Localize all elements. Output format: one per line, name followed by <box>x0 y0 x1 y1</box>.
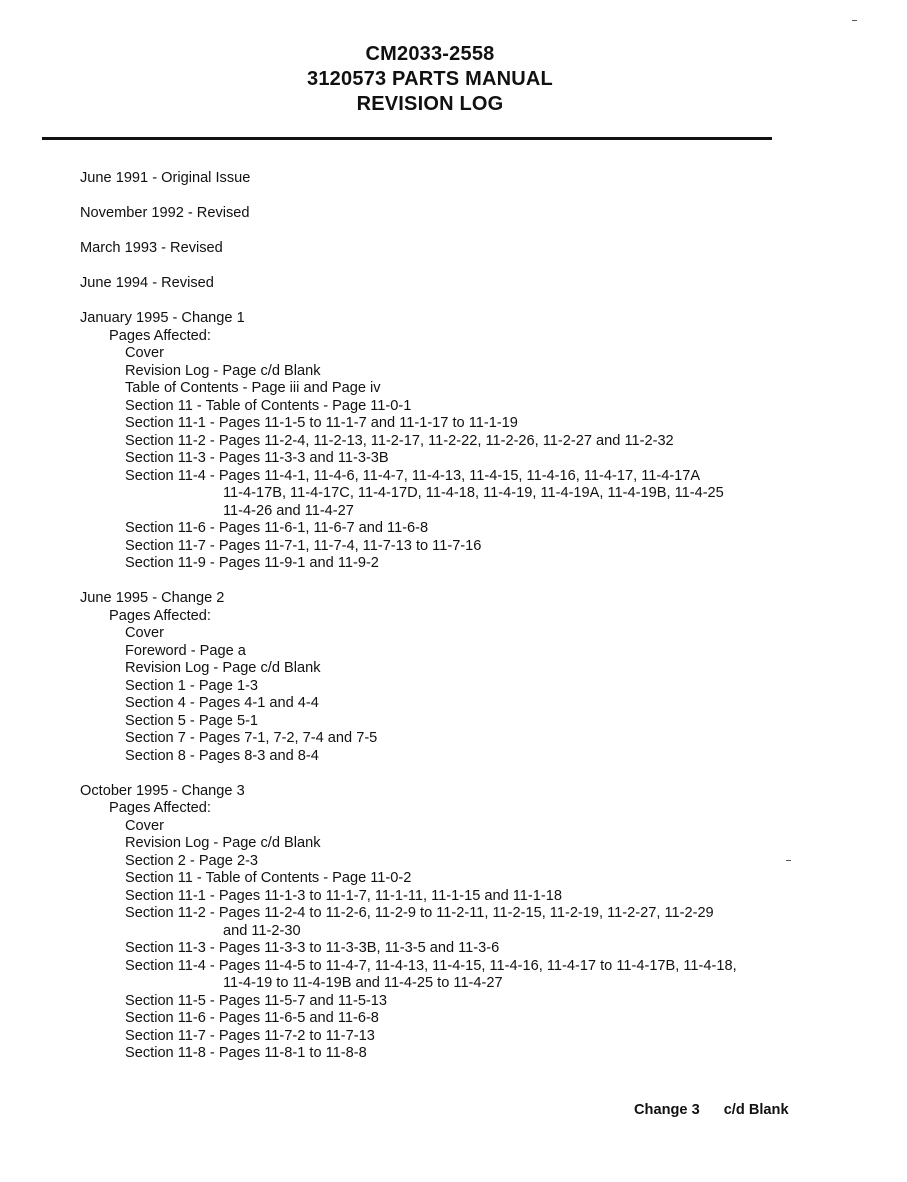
revision-entry <box>80 240 880 275</box>
affected-page-item: Revision Log - Page c/d Blank <box>125 835 321 851</box>
affected-page-item: Section 5 - Page 5-1 <box>125 712 259 729</box>
scan-mark <box>852 20 857 21</box>
revision-log-title: REVISION LOG <box>356 93 504 115</box>
revision-entry-title: June 1994 - Revised <box>80 275 214 291</box>
affected-page-item: Section 11-7 - Pages 11-7-1, 11-7-4, 11-7-13 to 11-7-16 <box>125 537 482 554</box>
affected-page-item: Foreword - Page a <box>125 642 246 659</box>
affected-page-item: Section 11-1 - Pages 11-1-5 to 11-1-7 and 11-1-17 to 11-1-19 <box>125 415 518 431</box>
footer-change: Change 3 <box>634 1102 700 1118</box>
affected-page-item: Section 11-4 - Pages 11-4-1, 11-4-6, 11-4-7, 11-4-13, 11-4-15, 11-4-16, 11-4-17, 11-4-17A <box>125 467 701 484</box>
affected-page-item: Section 11 - Table of Contents - Page 11-0-1 <box>125 397 412 414</box>
revision-entry <box>80 310 880 590</box>
affected-page-item: Section 11-1 - Pages 11-1-3 to 11-1-7, 11-1-11, 11-1-15 and 11-1-18 <box>125 887 562 904</box>
footer-page: c/d Blank <box>723 1102 789 1118</box>
affected-page-item: Revision Log - Page c/d Blank <box>125 362 321 379</box>
affected-page-item-continued: 11-4-26 and 11-4-27 <box>223 502 354 519</box>
revision-entry-title: June 1991 - Original Issue <box>80 170 251 186</box>
revision-entry-title: November 1992 - Revised <box>80 205 250 221</box>
affected-page-item: Section 11-9 - Pages 11-9-1 and 11-9-2 <box>125 555 379 571</box>
revision-entry-title: March 1993 - Revised <box>80 240 223 256</box>
affected-page-item: Section 7 - Pages 7-1, 7-2, 7-4 and 7-5 <box>125 730 378 746</box>
affected-page-item: Cover <box>125 817 164 834</box>
revision-entry-title: October 1995 - Change 3 <box>80 782 245 799</box>
revision-entry <box>80 205 880 240</box>
affected-page-item: Section 11 - Table of Contents - Page 11-0-2 <box>125 870 412 886</box>
header-divider <box>42 137 772 140</box>
affected-page-item: Section 11-2 - Pages 11-2-4 to 11-2-6, 11-2-9 to 11-2-11, 11-2-15, 11-2-19, 11-2-27, 11-2-29 <box>125 905 714 921</box>
affected-page-item: Cover <box>125 625 164 641</box>
affected-page-item: Section 11-4 - Pages 11-4-5 to 11-4-7, 11-4-13, 11-4-15, 11-4-16, 11-4-17 to 11-4-17B, 11-4-18, <box>125 957 737 974</box>
affected-page-item: Section 11-3 - Pages 11-3-3 to 11-3-3B, 11-3-5 and 11-3-6 <box>125 940 500 956</box>
affected-page-item: Section 11-6 - Pages 11-6-1, 11-6-7 and 11-6-8 <box>125 520 429 536</box>
revision-entry-title: June 1995 - Change 2 <box>80 590 225 606</box>
affected-page-item: Section 11-7 - Pages 11-7-2 to 11-7-13 <box>125 1027 375 1044</box>
affected-page-item: Section 11-2 - Pages 11-2-4, 11-2-13, 11-2-17, 11-2-22, 11-2-26, 11-2-27 and 11-2-32 <box>125 432 674 449</box>
document-number: CM2033-2558 <box>365 43 495 65</box>
pages-affected-label: Pages Affected: <box>109 607 211 624</box>
affected-page-item: Table of Contents - Page iii and Page iv <box>125 380 381 396</box>
affected-page-item: Cover <box>125 345 164 361</box>
revision-entry <box>80 275 880 310</box>
revision-entry <box>80 783 880 1081</box>
manual-title: 3120573 PARTS MANUAL <box>307 68 553 90</box>
pages-affected-label: Pages Affected: <box>109 327 211 344</box>
affected-page-item-continued: and 11-2-30 <box>223 922 301 939</box>
affected-page-item-continued: 11-4-19 to 11-4-19B and 11-4-25 to 11-4-27 <box>223 975 503 991</box>
affected-page-item: Section 11-8 - Pages 11-8-1 to 11-8-8 <box>125 1045 367 1061</box>
affected-page-item: Section 4 - Pages 4-1 and 4-4 <box>125 695 319 711</box>
affected-page-item: Section 11-5 - Pages 11-5-7 and 11-5-13 <box>125 992 388 1009</box>
document-header <box>0 42 860 117</box>
affected-page-item-continued: 11-4-17B, 11-4-17C, 11-4-17D, 11-4-18, 11-4-19, 11-4-19A, 11-4-19B, 11-4-25 <box>223 485 724 501</box>
affected-page-item: Section 8 - Pages 8-3 and 8-4 <box>125 747 319 764</box>
affected-page-item: Section 11-3 - Pages 11-3-3 and 11-3-3B <box>125 450 389 466</box>
revision-entry-title: January 1995 - Change 1 <box>80 310 245 326</box>
affected-page-item: Revision Log - Page c/d Blank <box>125 660 321 676</box>
pages-affected-label: Pages Affected: <box>109 800 211 816</box>
affected-page-item: Section 2 - Page 2-3 <box>125 852 259 869</box>
revision-entry <box>80 170 880 205</box>
revision-entries <box>80 170 880 1080</box>
affected-page-item: Section 1 - Page 1-3 <box>125 677 259 694</box>
revision-entry <box>80 590 880 783</box>
affected-page-item: Section 11-6 - Pages 11-6-5 and 11-6-8 <box>125 1010 379 1026</box>
page-footer <box>634 1102 789 1118</box>
